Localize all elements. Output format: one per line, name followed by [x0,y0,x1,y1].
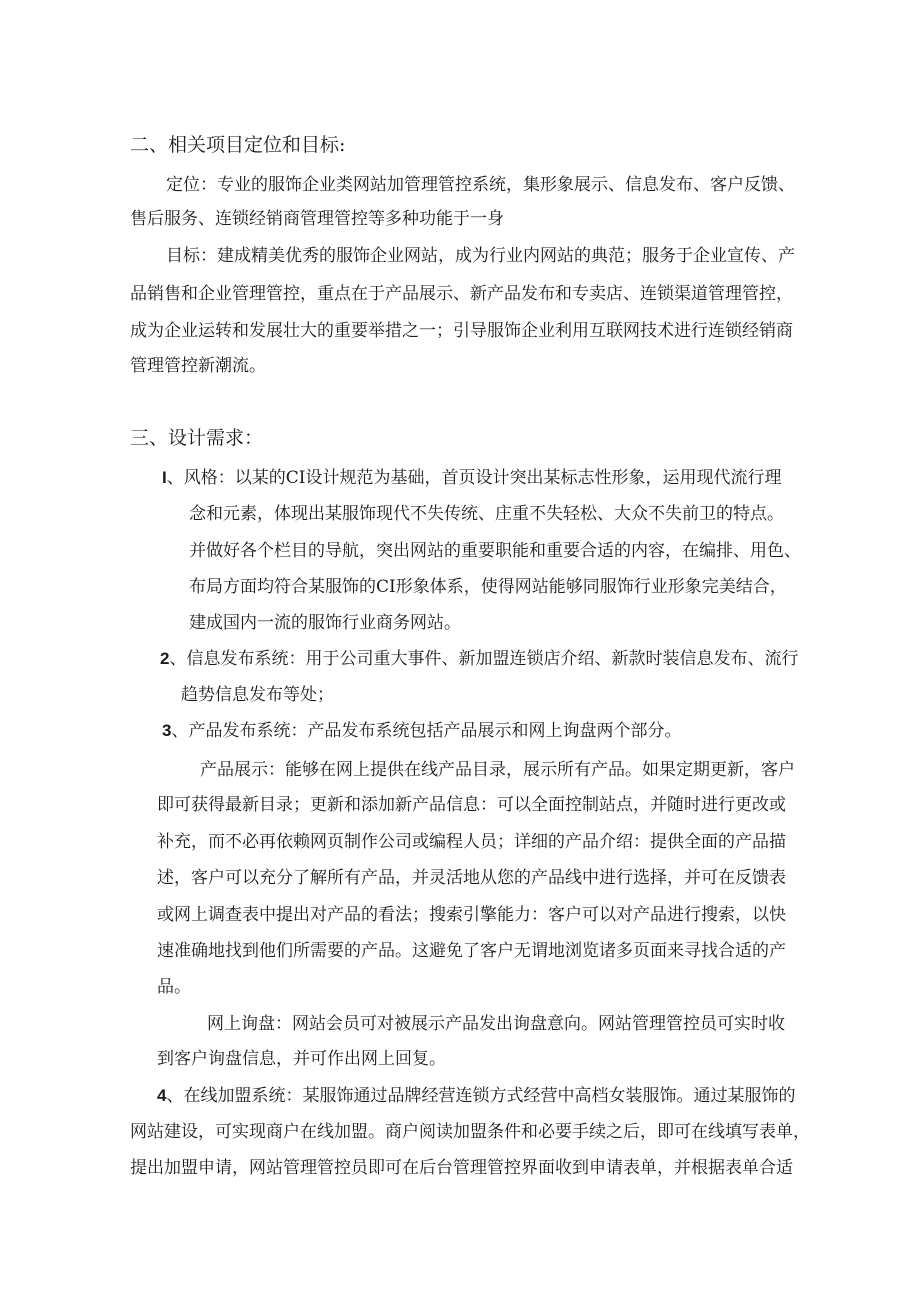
item-1-line: 布局方面均符合某服饰的CI形象体系，使得网站能够同服饰行业形象完美结合， [189,577,787,597]
item-3-number: 3 [162,721,172,740]
showcase-line: 或网上调查表中提出对产品的看法；搜索引擎能力：客户可以对产品进行搜索，以快 [157,905,786,925]
item-3-text: 、产品发布系统：产品发布系统包括产品展示和网上询盘两个部分。 [171,721,682,741]
showcase-line: 述，客户可以充分了解所有产品，并灵活地从您的产品线中进行选择，并可在反馈表 [157,868,786,888]
item-2-line [160,648,798,670]
showcase-line: 即可获得最新目录；更新和添加新产品信息：可以全面控制站点，并随时进行更改或 [157,795,786,815]
goals-line: 目标：建成精美优秀的服饰企业网站，成为行业内网站的典范；服务于企业宣传、产 [166,246,795,266]
showcase-line: 补充，而不必再依赖网页制作公司或编程人员；详细的产品介绍：提供全面的产品描 [157,832,786,852]
item-4-line: 提出加盟申请，网站管理管控员即可在后台管理管控界面收到申请表单，并根据表单合适 [130,1158,793,1178]
goals-line: 成为企业运转和发展壮大的重要举措之一；引导服饰企业利用互联网技术进行连锁经销商 [130,321,793,341]
showcase-line: 速准确地找到他们所需要的产品。这避免了客户无谓地浏览诸多页面来寻找合适的产 [157,941,786,961]
item-2-line: 趋势信息发布等处； [181,685,334,705]
item-4-line: 网站建设，可实现商户在线加盟。商户阅读加盟条件和必要手续之后，即可在线填写表单， [130,1122,810,1142]
goals-line: 品销售和企业管理管控，重点在于产品展示、新产品发布和专卖店、连锁渠道管理管控， [130,284,793,304]
item-1-text: 、风格：以某的CI设计规范为基础，首页设计突出某标志性形象，运用现代流行理 [166,468,782,488]
goals-line: 管理管控新潮流。 [130,356,266,376]
section-3-heading: 三、设计需求： [130,427,264,449]
item-2-number: 2 [160,649,170,668]
positioning-line: 售后服务、连锁经销商管理管控等多种功能于一身 [130,209,504,229]
item-4-line [157,1085,795,1107]
section-2-heading: 二、相关项目定位和目标: [130,134,346,156]
positioning-line: 定位：专业的服饰企业类网站加管理管控系统，集形象展示、信息发布、客户反馈、 [166,175,795,195]
item-4-number: 4 [157,1086,167,1105]
item-1-line: 念和元素，体现出某服饰现代不失传统、庄重不失轻松、大众不失前卫的特点。 [189,504,784,524]
item-1-line: 并做好各个栏目的导航，突出网站的重要职能和重要合适的内容，在编排、用色、 [189,541,801,561]
showcase-line: 品。 [157,977,191,997]
item-1-line [162,467,781,489]
showcase-line: 产品展示：能够在网上提供在线产品目录，展示所有产品。如果定期更新，客户 [200,760,795,780]
item-3-line [162,720,681,742]
item-2-text: 、信息发布系统：用于公司重大事件、新加盟连锁店介绍、新款时装信息发布、流行 [169,649,799,669]
inquiry-line: 到客户询盘信息，并可作出网上回复。 [157,1049,446,1069]
item-1-line: 建成国内一流的服饰行业商务网站。 [189,613,461,633]
item-4-text: 、在线加盟系统：某服饰通过品牌经营连锁方式经营中高档女装服饰。通过某服饰的 [166,1086,796,1106]
inquiry-line: 网上询盘：网站会员可对被展示产品发出询盘意向。网站管理管控员可实时收 [207,1014,785,1034]
item-1-number: I [162,468,167,487]
